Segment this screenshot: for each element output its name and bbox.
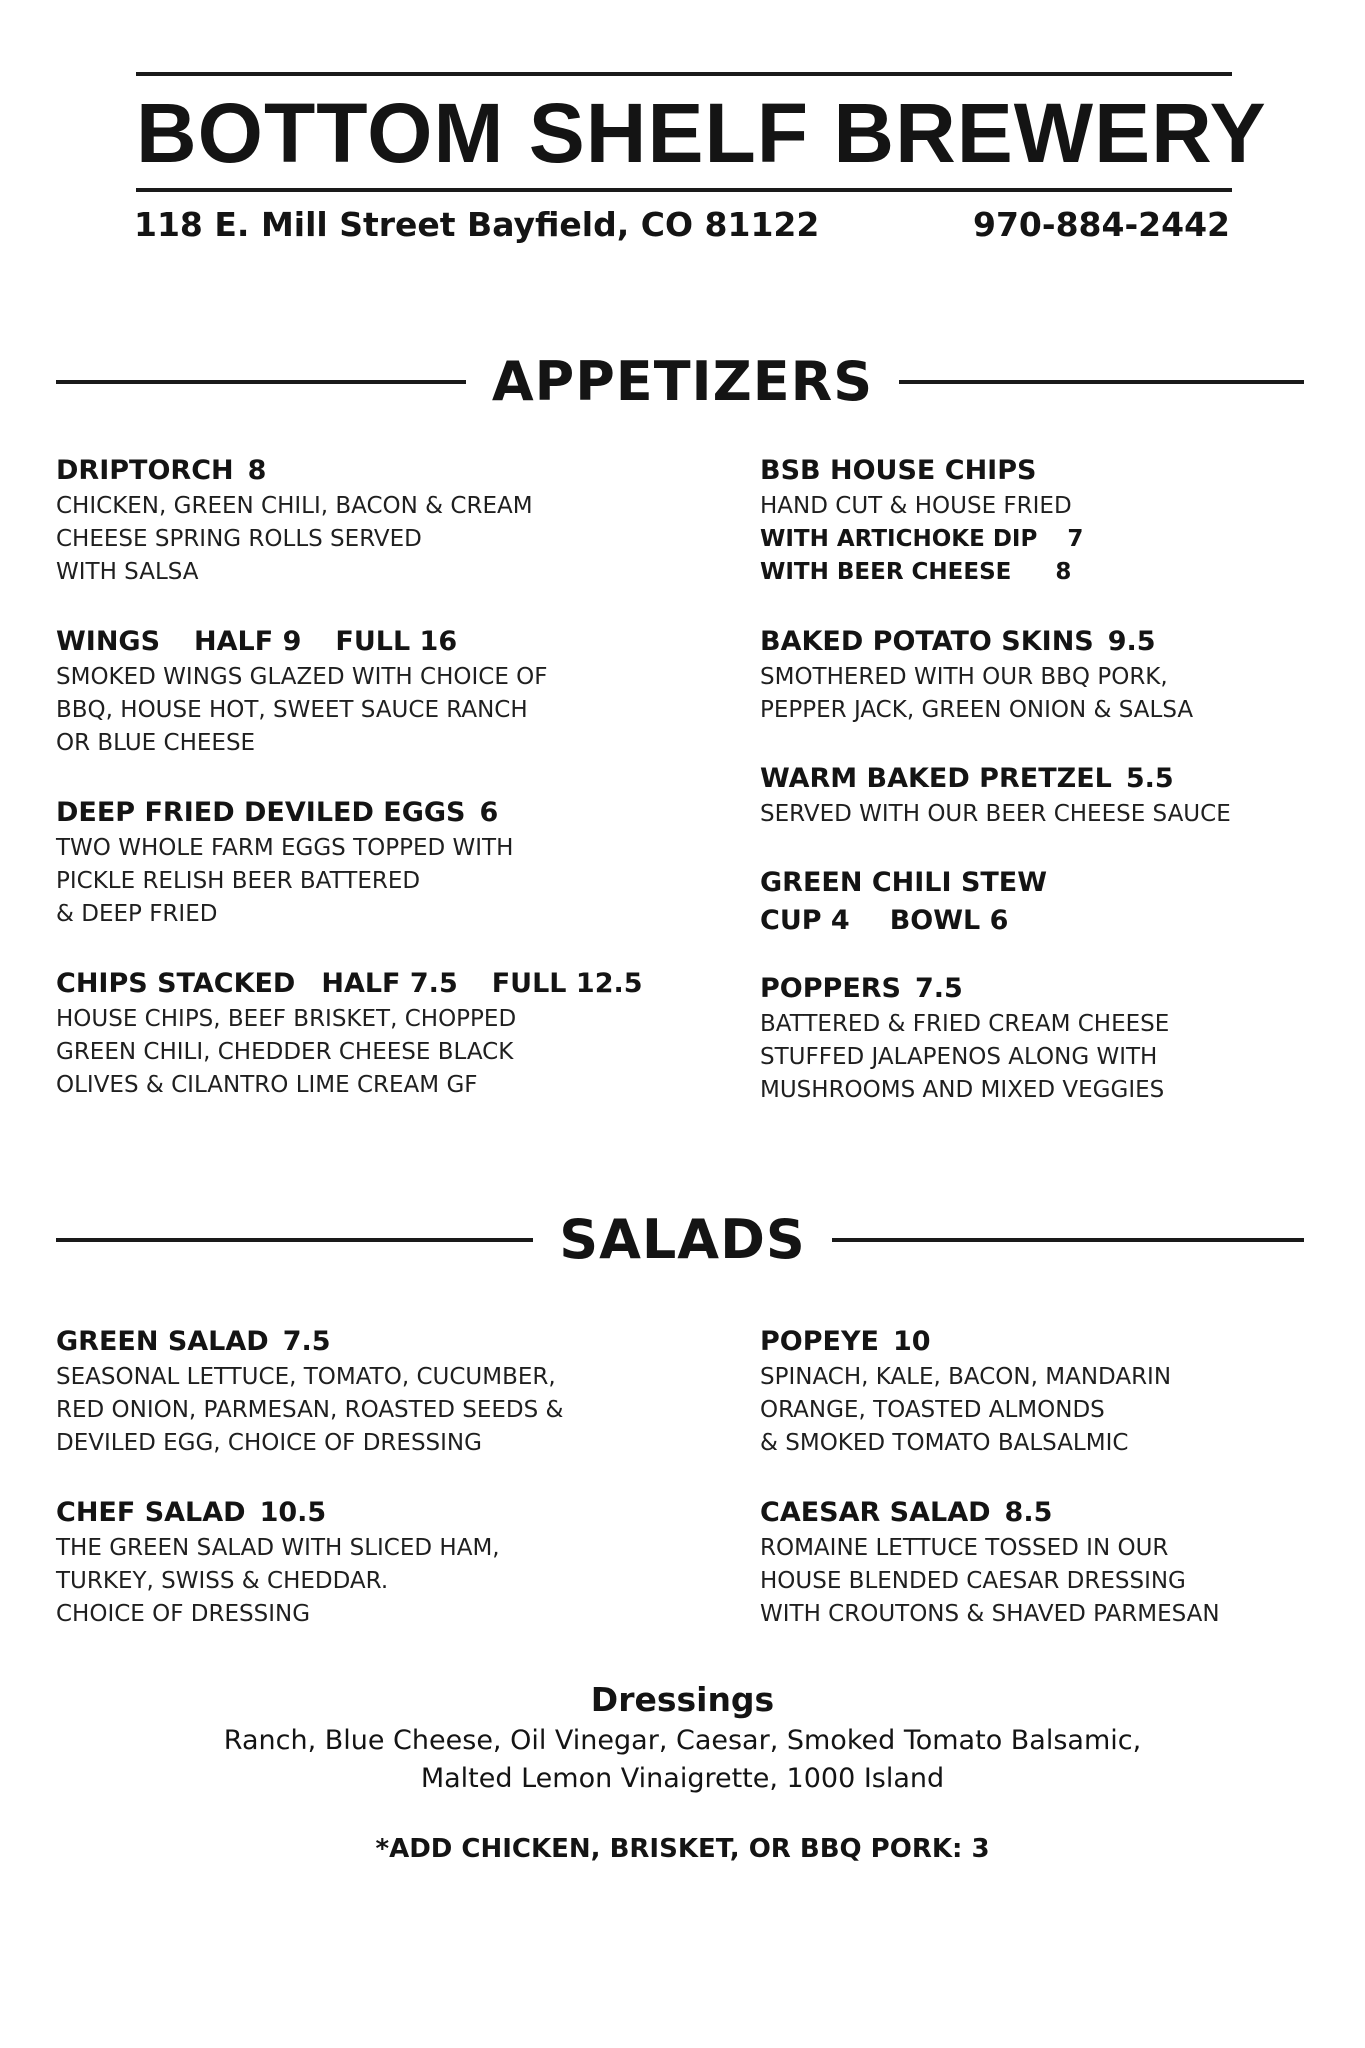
brewery-name: BOTTOM SHELF BREWERY — [136, 86, 1267, 180]
item-name: CAESAR SALAD — [760, 1497, 991, 1528]
item-desc-line: SMOKED WINGS GLAZED WITH CHOICE OF — [56, 664, 548, 690]
item-desc-line: GREEN CHILI, CHEDDER CHEESE BLACK — [56, 1039, 514, 1065]
item-name: BSB HOUSE CHIPS — [760, 455, 1037, 486]
item-price-half: HALF 9 — [194, 626, 302, 657]
item-desc-line: WITH SALSA — [56, 559, 199, 585]
brewery-phone: 970-884-2442 — [972, 205, 1230, 244]
menu-item — [56, 623, 696, 760]
item-desc-line: CHEESE SPRING ROLLS SERVED — [56, 526, 422, 552]
menu-item — [56, 794, 696, 931]
item-desc-line: SPINACH, KALE, BACON, MANDARIN — [760, 1364, 1172, 1390]
item-name: DRIPTORCH — [56, 455, 234, 486]
appetizers-title: APPETIZERS — [0, 350, 1365, 414]
menu-item — [760, 452, 1365, 589]
item-name: WINGS — [56, 626, 161, 657]
item-price-bowl: BOWL 6 — [889, 905, 1009, 936]
addon-price: 8 — [1055, 559, 1072, 585]
item-price-cup: CUP 4 — [760, 905, 850, 936]
dressings-title: Dressings — [590, 1680, 775, 1719]
brewery-address: 118 E. Mill Street Bayfield, CO 81122 — [134, 205, 820, 244]
item-name: CHEF SALAD — [56, 1497, 246, 1528]
item-price: 5.5 — [1125, 763, 1174, 794]
addon-note: *ADD CHICKEN, BRISKET, OR BBQ PORK: 3 — [375, 1834, 990, 1864]
item-price: 9.5 — [1107, 626, 1156, 657]
item-desc-line: HOUSE CHIPS, BEEF BRISKET, CHOPPED — [56, 1006, 517, 1032]
item-price: 7.5 — [915, 973, 963, 1004]
item-desc-line: TURKEY, SWISS & CHEDDAR. — [56, 1568, 389, 1594]
item-desc-line: & DEEP FRIED — [56, 901, 218, 927]
menu-item — [56, 452, 696, 589]
item-desc-line: ORANGE, TOASTED ALMONDS — [760, 1397, 1105, 1423]
item-desc-line: TWO WHOLE FARM EGGS TOPPED WITH — [56, 835, 514, 861]
item-desc-line: PICKLE RELISH BEER BATTERED — [56, 868, 421, 894]
item-desc-line: BATTERED & FRIED CREAM CHEESE — [760, 1011, 1170, 1037]
item-desc-line: CHOICE OF DRESSING — [56, 1601, 311, 1627]
menu-item — [760, 760, 1365, 831]
item-desc-line: OLIVES & CILANTRO LIME CREAM GF — [56, 1072, 478, 1098]
addon-label: WITH BEER CHEESE — [760, 559, 1012, 585]
item-desc-line: BBQ, HOUSE HOT, SWEET SAUCE RANCH — [56, 697, 528, 723]
header-bottom-rule — [136, 188, 1232, 192]
item-price: 8.5 — [1004, 1497, 1053, 1528]
item-desc-line: DEVILED EGG, CHOICE OF DRESSING — [56, 1430, 482, 1456]
item-name: GREEN CHILI STEW — [760, 867, 1048, 898]
item-price: 6 — [479, 797, 499, 828]
item-desc-line: PEPPER JACK, GREEN ONION & SALSA — [760, 697, 1194, 723]
item-price-half: HALF 7.5 — [321, 968, 458, 999]
menu-item — [760, 1323, 1365, 1460]
item-name: GREEN SALAD — [56, 1326, 269, 1357]
item-price-full: FULL 16 — [335, 626, 458, 657]
item-name: CHIPS STACKED — [56, 968, 296, 999]
addon-label: WITH ARTICHOKE DIP — [760, 526, 1038, 552]
item-price: 8 — [247, 455, 267, 486]
menu-item — [760, 623, 1365, 727]
header-top-rule — [136, 72, 1232, 76]
menu-item — [760, 1494, 1365, 1631]
item-name: WARM BAKED PRETZEL — [760, 763, 1112, 794]
addon-price: 7 — [1067, 526, 1084, 552]
item-desc-line: HAND CUT & HOUSE FRIED — [760, 493, 1072, 519]
item-price: 7.5 — [282, 1326, 331, 1357]
salads-title: SALADS — [0, 1208, 1365, 1272]
menu-item — [56, 965, 696, 1102]
item-desc-line: ROMAINE LETTUCE TOSSED IN OUR — [760, 1535, 1169, 1561]
item-desc-line: SEASONAL LETTUCE, TOMATO, CUCUMBER, — [56, 1364, 556, 1390]
dressings-line: Ranch, Blue Cheese, Oil Vinegar, Caesar, Smoked Tomato Balsamic, — [223, 1725, 1142, 1756]
item-desc-line: RED ONION, PARMESAN, ROASTED SEEDS & — [56, 1397, 564, 1423]
item-desc-line: WITH CROUTONS & SHAVED PARMESAN — [760, 1601, 1220, 1627]
item-desc-line: SERVED WITH OUR BEER CHEESE SAUCE — [760, 801, 1231, 827]
item-price: 10 — [892, 1326, 931, 1357]
menu-item — [56, 1323, 696, 1460]
item-name: POPPERS — [760, 973, 901, 1004]
item-desc-line: MUSHROOMS AND MIXED VEGGIES — [760, 1077, 1165, 1103]
item-price-full: FULL 12.5 — [491, 968, 643, 999]
menu-item — [760, 864, 1365, 940]
item-desc-line: OR BLUE CHEESE — [56, 730, 256, 756]
item-desc-line: HOUSE BLENDED CAESAR DRESSING — [760, 1568, 1186, 1594]
item-name: POPEYE — [760, 1326, 879, 1357]
item-name: DEEP FRIED DEVILED EGGS — [56, 797, 466, 828]
menu-item — [760, 970, 1365, 1107]
item-desc-line: THE GREEN SALAD WITH SLICED HAM, — [56, 1535, 500, 1561]
item-desc-line: CHICKEN, GREEN CHILI, BACON & CREAM — [56, 493, 533, 519]
dressings-line: Malted Lemon Vinaigrette, 1000 Island — [420, 1763, 945, 1794]
menu-item — [56, 1494, 696, 1631]
item-desc-line: SMOTHERED WITH OUR BBQ PORK, — [760, 664, 1168, 690]
item-desc-line: STUFFED JALAPENOS ALONG WITH — [760, 1044, 1158, 1070]
item-desc-line: & SMOKED TOMATO BALSALMIC — [760, 1430, 1129, 1456]
item-price: 10.5 — [259, 1497, 327, 1528]
item-name: BAKED POTATO SKINS — [760, 626, 1094, 657]
